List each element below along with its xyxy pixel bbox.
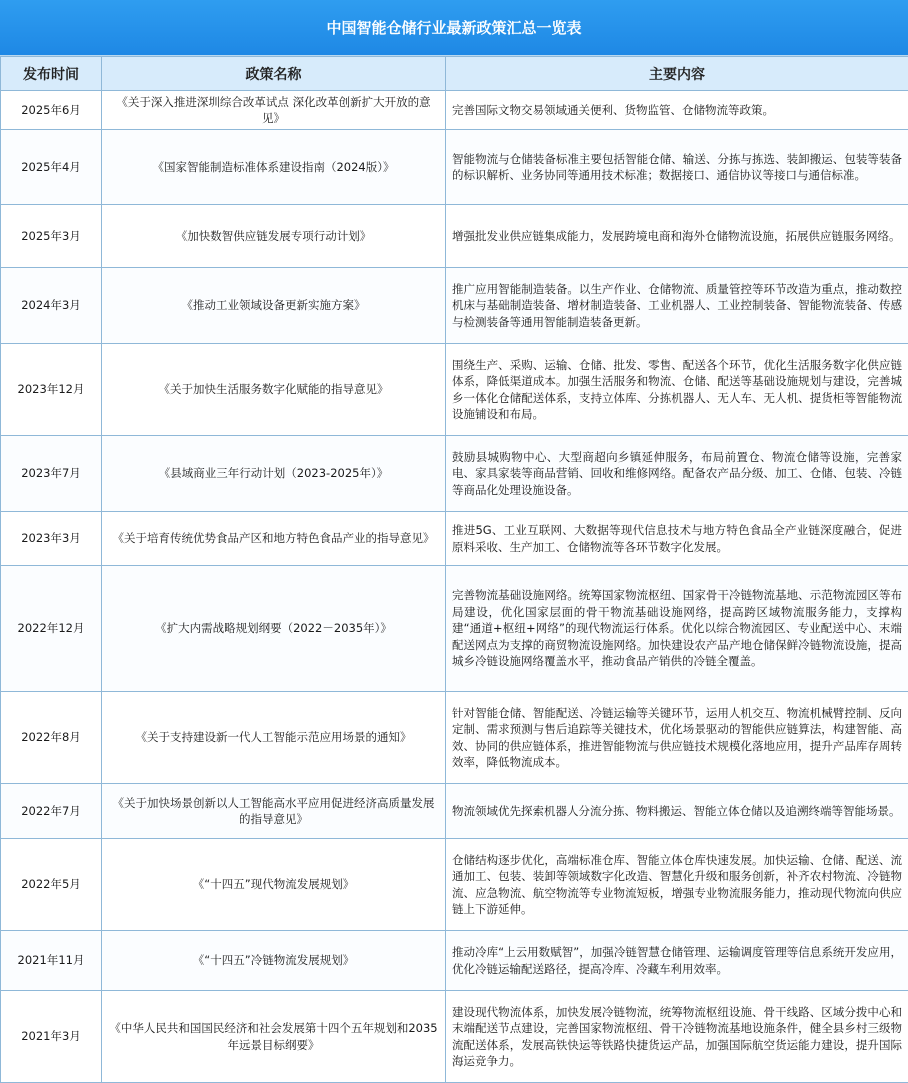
row-date: 2022年5月 — [1, 839, 102, 931]
row-policy-name: 《关于加快场景创新以人工智能高水平应用促进经济高质量发展的指导意见》 — [102, 784, 446, 839]
row-content: 完善国际文物交易领域通关便利、货物监管、仓储物流等政策。 — [446, 91, 908, 130]
table-row — [1, 931, 908, 991]
row-date: 2023年7月 — [1, 436, 102, 512]
row-content: 针对智能仓储、智能配送、冷链运输等关键环节，运用人机交互、物流机械臂控制、反向定制、需求预测与售后追踪等关键技术，优化场景驱动的智能供应链算法，构建智能、高效、协同的供应链体系，推进智能物流与供应链技术规模化落地应用，提升产品库存周转效率，降低物流成本。 — [446, 692, 908, 784]
row-date: 2024年3月 — [1, 268, 102, 344]
row-date: 2022年8月 — [1, 692, 102, 784]
row-date: 2025年3月 — [1, 205, 102, 268]
row-date: 2025年4月 — [1, 130, 102, 205]
row-date: 2021年3月 — [1, 991, 102, 1083]
row-policy-name: 《推动工业领域设备更新实施方案》 — [102, 268, 446, 344]
table-row — [1, 91, 908, 130]
row-policy-name: 《“十四五”冷链物流发展规划》 — [102, 931, 446, 991]
row-policy-name: 《县域商业三年行动计划（2023-2025年）》 — [102, 436, 446, 512]
table-row — [1, 839, 908, 931]
row-date: 2023年3月 — [1, 512, 102, 566]
header-content: 主要内容 — [446, 57, 908, 91]
header-row — [1, 57, 908, 91]
row-content: 围绕生产、采购、运输、仓储、批发、零售、配送各个环节，优化生活服务数字化供应链体系，降低渠道成本。加强生活服务和物流、仓储、配送等基础设施规划与建设，完善城乡一体化仓储配送体系，支持立体库、分拣机器人、无人车、无人机、提货柜等智能物流设施铺设和布局。 — [446, 344, 908, 436]
row-content: 推动冷库“上云用数赋智”，加强冷链智慧仓储管理、运输调度管理等信息系统开发应用，优化冷链运输配送路径，提高冷库、冷藏车利用效率。 — [446, 931, 908, 991]
row-date: 2025年6月 — [1, 91, 102, 130]
policy-table — [0, 56, 908, 1083]
row-content: 仓储结构逐步优化，高端标准仓库、智能立体仓库快速发展。加快运输、仓储、配送、流通加工、包装、装卸等领域数字化改造、智慧化升级和服务创新，补齐农村物流、冷链物流、应急物流、航空物流等专业物流短板，增强专业物流服务能力，推动现代物流向供应链上下游延伸。 — [446, 839, 908, 931]
header-name: 政策名称 — [102, 57, 446, 91]
table-title: 中国智能仓储行业最新政策汇总一览表 — [0, 0, 908, 56]
row-content: 完善物流基础设施网络。统筹国家物流枢纽、国家骨干冷链物流基地、示范物流园区等布局建设，优化国家层面的骨干物流基础设施网络，提高跨区域物流服务能力，支撑构建“通道+枢纽+网络”的现代物流运行体系。优化以综合物流园区、专业配送中心、末端配送网点为支撑的商贸物流设施网络。加快建设农产品产地仓储保鲜冷链物流设施，提高城乡冷链设施网络覆盖水平，推动食品产销供的冷链全覆盖。 — [446, 566, 908, 692]
row-policy-name: 《国家智能制造标准体系建设指南（2024版）》 — [102, 130, 446, 205]
row-content: 增强批发业供应链集成能力，发展跨境电商和海外仓储物流设施，拓展供应链服务网络。 — [446, 205, 908, 268]
row-policy-name: 《关于深入推进深圳综合改革试点 深化改革创新扩大开放的意见》 — [102, 91, 446, 130]
row-content: 鼓励县城购物中心、大型商超向乡镇延伸服务，布局前置仓、物流仓储等设施，完善家电、家具家装等商品营销、回收和维修网络。配备农产品分级、加工、仓储、包装、冷链等商品化处理设施设备。 — [446, 436, 908, 512]
table-row — [1, 991, 908, 1083]
table-row — [1, 268, 908, 344]
row-policy-name: 《中华人民共和国国民经济和社会发展第十四个五年规划和2035年远景目标纲要》 — [102, 991, 446, 1083]
table-row — [1, 344, 908, 436]
table-row — [1, 130, 908, 205]
row-date: 2022年7月 — [1, 784, 102, 839]
row-content: 推进5G、工业互联网、大数据等现代信息技术与地方特色食品全产业链深度融合，促进原料采收、生产加工、仓储物流等各环节数字化发展。 — [446, 512, 908, 566]
row-content: 智能物流与仓储装备标准主要包括智能仓储、输送、分拣与拣选、装卸搬运、包装等装备的标识解析、业务协同等通用技术标准；数据接口、通信协议等接口与通信标准。 — [446, 130, 908, 205]
row-date: 2021年11月 — [1, 931, 102, 991]
table-row — [1, 784, 908, 839]
header-date: 发布时间 — [1, 57, 102, 91]
table-row — [1, 205, 908, 268]
row-policy-name: 《“十四五”现代物流发展规划》 — [102, 839, 446, 931]
row-content: 物流领域优先探索机器人分流分拣、物料搬运、智能立体仓储以及追溯终端等智能场景。 — [446, 784, 908, 839]
row-policy-name: 《关于培育传统优势食品产区和地方特色食品产业的指导意见》 — [102, 512, 446, 566]
row-content: 推广应用智能制造装备。以生产作业、仓储物流、质量管控等环节改造为重点，推动数控机床与基础制造装备、增材制造装备、工业机器人、工业控制装备、智能物流装备、传感与检测装备等通用智能制造装备更新。 — [446, 268, 908, 344]
table-row — [1, 566, 908, 692]
row-policy-name: 《加快数智供应链发展专项行动计划》 — [102, 205, 446, 268]
row-content: 建设现代物流体系，加快发展冷链物流，统筹物流枢纽设施、骨干线路、区域分拨中心和末端配送节点建设，完善国家物流枢纽、骨干冷链物流基地设施条件，健全县乡村三级物流配送体系，发展高铁快运等铁路快捷货运产品，加强国际航空货运能力建设，提升国际海运竞争力。 — [446, 991, 908, 1083]
table-row — [1, 692, 908, 784]
table-row — [1, 512, 908, 566]
row-policy-name: 《扩大内需战略规划纲要（2022－2035年）》 — [102, 566, 446, 692]
row-date: 2022年12月 — [1, 566, 102, 692]
row-policy-name: 《关于加快生活服务数字化赋能的指导意见》 — [102, 344, 446, 436]
row-date: 2023年12月 — [1, 344, 102, 436]
row-policy-name: 《关于支持建设新一代人工智能示范应用场景的通知》 — [102, 692, 446, 784]
table-row — [1, 436, 908, 512]
